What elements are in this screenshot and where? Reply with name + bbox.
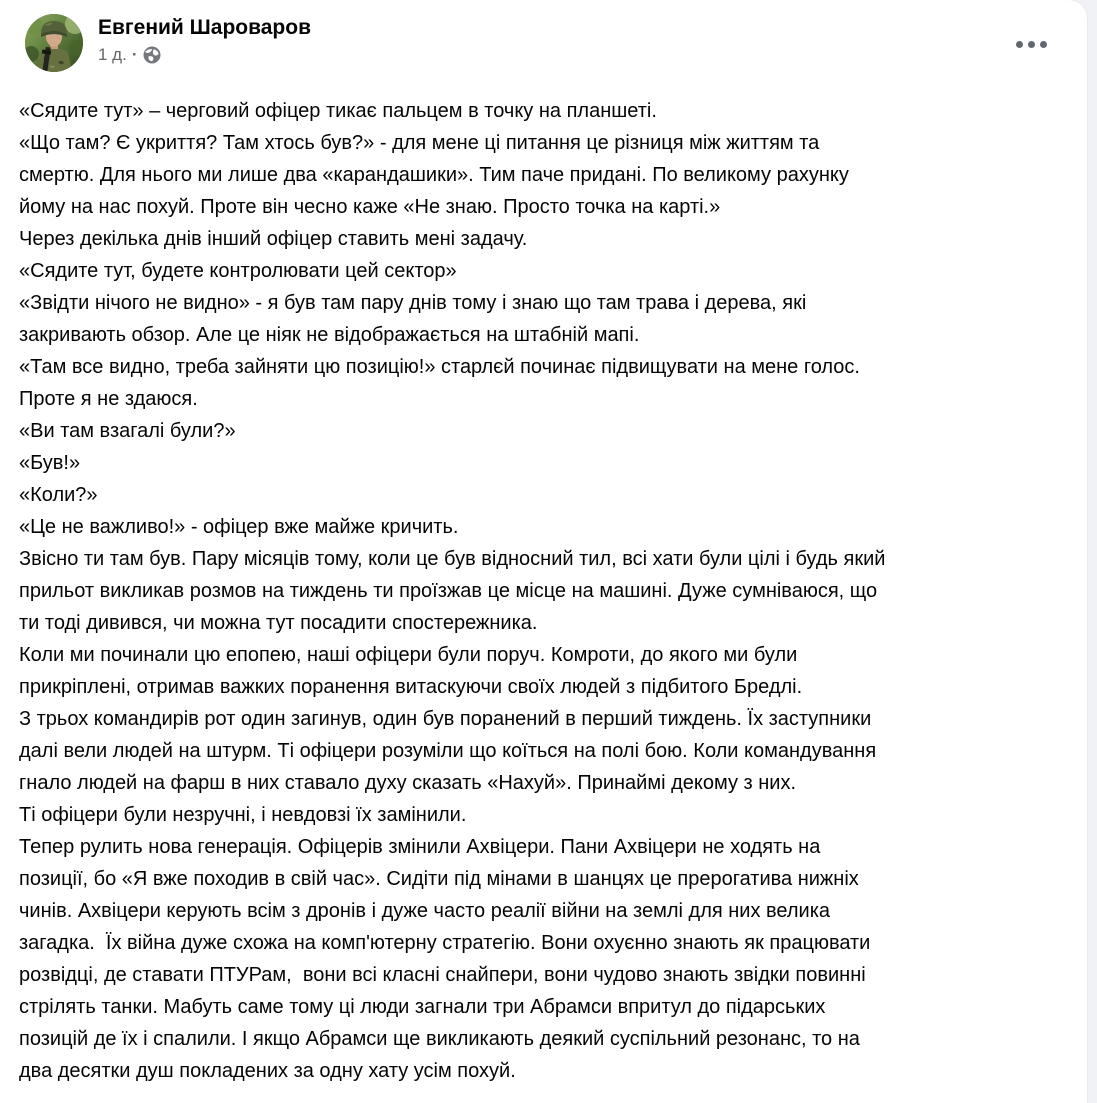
post-text-line: З трьох командирів рот один загинув, один був поранений в перший тиждень. Їх заступники xyxy=(19,708,872,730)
post-text-line: чинів. Ахвіцери керують всім з дронів і дуже часто реалії війни на землі для них велика xyxy=(19,900,831,922)
post-text-line: Звісно ти там був. Пару місяців тому, коли це був відносний тил, всі хати були цілі і будь який xyxy=(19,548,886,570)
profile-avatar[interactable] xyxy=(25,14,83,72)
post-text-line: позиції, бо «Я вже походив в свій час». Сидіти під мінами в шанцях це прерогатива нижніх xyxy=(19,868,859,890)
post-text-line: «Це не важливо!» - офіцер вже майже кричить. xyxy=(19,516,459,538)
globe-icon xyxy=(143,46,161,64)
post-text-line: загадка. Їх війна дуже схожа на комп'ютерну стратегію. Вони охуєнно знають як працювати xyxy=(19,932,871,954)
post-text-line: прикріплені, отримав важких поранення витаскуючи своїх людей з підбитого Бредлі. xyxy=(19,676,803,698)
post-text-line: Ті офіцери були незручні, і невдовзі їх замінили. xyxy=(19,804,467,826)
post-text-line: прильот викликав розмов на тиждень ти проїзжав це місце на машині. Дуже сумніваюся, що xyxy=(19,580,878,602)
post-text-line: стрілять танки. Мабуть саме тому ці люди загнали три Абрамси впритул до підарських xyxy=(19,996,826,1018)
post-text-line: гнало людей на фарш в них ставало духу сказать «Нахуй». Принаймі декому з них. xyxy=(19,772,797,794)
post-header xyxy=(0,0,1087,72)
ellipsis-icon xyxy=(1016,41,1023,48)
more-options-button[interactable] xyxy=(1013,33,1049,55)
soldier-profile-photo xyxy=(25,14,83,72)
post-text-line: розвідці, де ставати ПТУРам, вони всі класні снайпери, вони чудово знають звідки повинні xyxy=(19,964,866,986)
post-text-line: «Сядите тут» – черговий офіцер тикає пальцем в точку на планшеті. xyxy=(19,100,657,122)
post-text-line: ти тоді дивився, чи можна тут посадити спостережника. xyxy=(19,612,538,634)
ellipsis-icon xyxy=(1040,41,1047,48)
timestamp[interactable]: 1 д. xyxy=(98,45,127,64)
post-text-line: Через декілька днів інший офіцер ставить мені задачу. xyxy=(19,228,528,250)
meta-separator: · xyxy=(131,45,138,64)
post-text-line: Коли ми починали цю епопею, наші офіцери були поруч. Комроти, до якого ми були xyxy=(19,644,798,666)
author-name-link[interactable]: Евгений Шароваров xyxy=(98,16,311,39)
post-text-line: закривають обзор. Але це ніяк не відображається на штабній мапі. xyxy=(19,324,640,346)
post-text-line: «Там все видно, треба зайняти цю позицію!» старлєй починає підвищувати на мене голос. xyxy=(19,356,860,378)
post-text-line: смертю. Для нього ми лише два «карандашики». Тим паче придані. По великому рахунку xyxy=(19,164,849,186)
post-text-line: «Сядите тут, будете контролювати цей сектор» xyxy=(19,260,457,282)
post-text-line: «Що там? Є укриття? Там хтось був?» - для мене ці питання це різниця між життям та xyxy=(19,132,820,154)
post-text-line: два десятки душ покладених за одну хату усім похуй. xyxy=(19,1060,516,1082)
post-meta xyxy=(98,44,311,66)
post-text-line: далі вели людей на штурм. Ті офіцери розуміли що коїться на полі бою. Коли командування xyxy=(19,740,877,762)
post-text xyxy=(0,72,1087,1103)
post-text-line: «Коли?» xyxy=(19,484,98,506)
ellipsis-icon xyxy=(1028,41,1035,48)
post-text-line: позицій де їх і спалили. І якщо Абрамси ще викликають деякий суспільний резонанс, то на xyxy=(19,1028,860,1050)
post-text-line: Проте я не здаюся. xyxy=(19,388,198,410)
post-text-line: «Ви там взагалі були?» xyxy=(19,420,236,442)
post-text-line: Тепер рулить нова генерація. Офіцерів змінили Ахвіцери. Пани Ахвіцери не ходять на xyxy=(19,836,821,858)
post-text-line: йому на нас похуй. Проте він чесно каже «Не знаю. Просто точка на карті.» xyxy=(19,196,721,218)
post-text-line: «Був!» xyxy=(19,452,81,474)
post-header-text xyxy=(98,14,311,66)
post-text-line: «Звідти нічого не видно» - я був там пару днів тому і знаю що там трава і дерева, які xyxy=(19,292,807,314)
